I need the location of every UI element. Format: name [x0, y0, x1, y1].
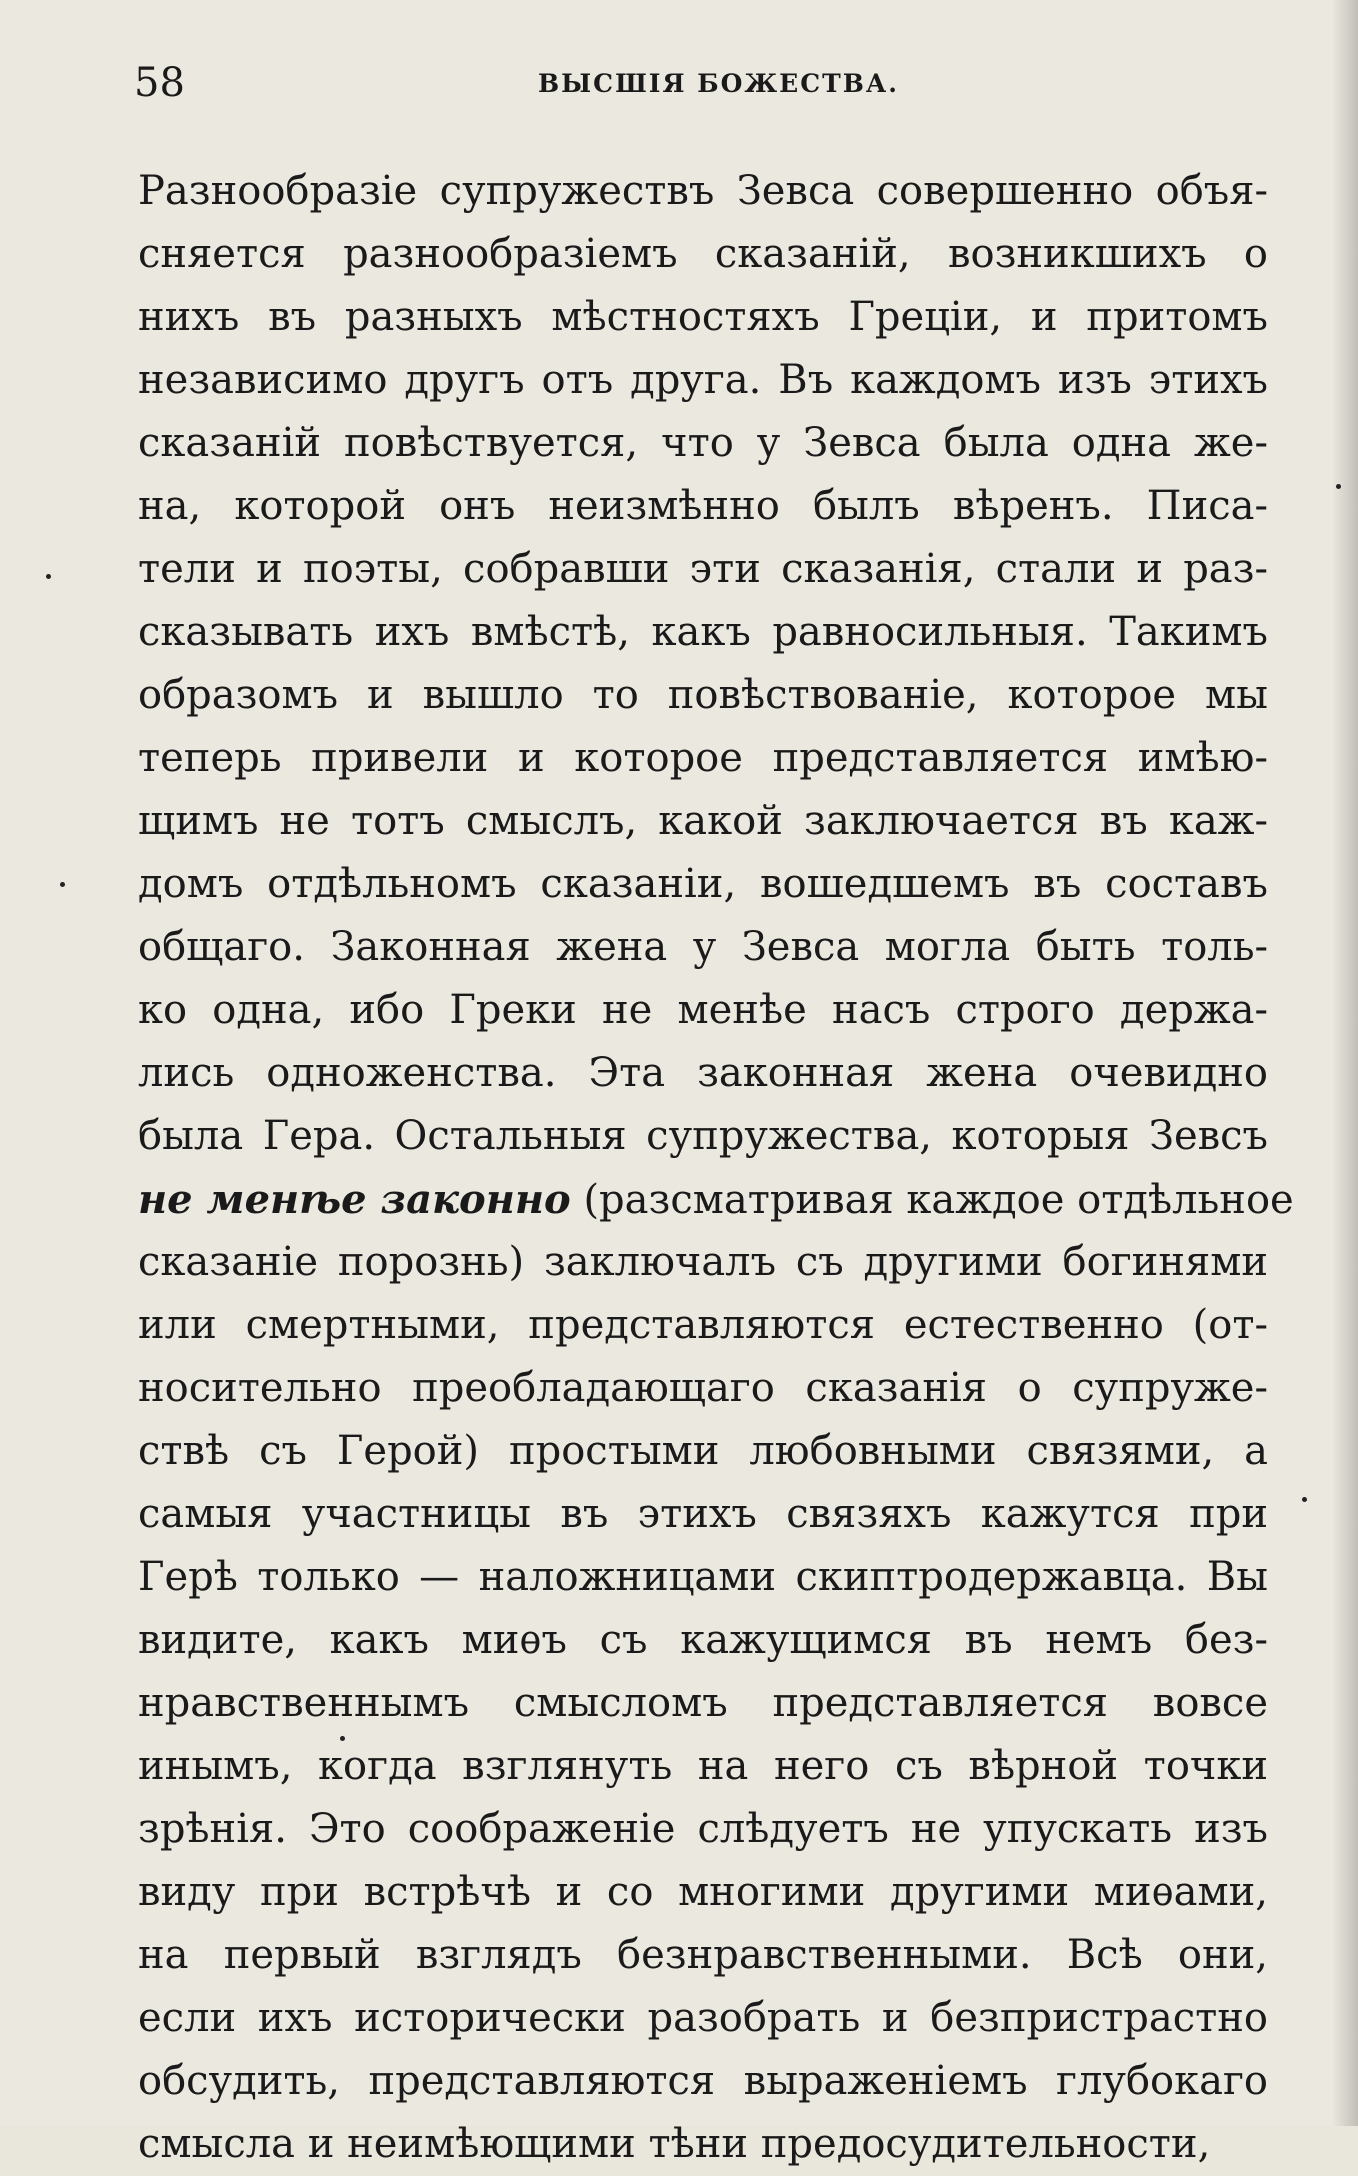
paper-speck [46, 574, 51, 579]
page-edge-shadow [1332, 0, 1358, 2126]
text-line: тели и поэты, собравши эти сказанія, стали и раз- [138, 546, 1268, 592]
body-text [138, 160, 1294, 2176]
text-line: самыя участницы въ этихъ связяхъ кажутся при [138, 1491, 1268, 1537]
text-line: сняется разнообразіемъ сказаній, возникшихъ о [138, 231, 1268, 277]
text-line: виду при встрѣчѣ и со многими другими миѳами, [138, 1869, 1268, 1915]
page-header [0, 58, 1358, 108]
text-line: носительно преобладающаго сказанія о супруже- [138, 1365, 1268, 1411]
text-line: нихъ въ разныхъ мѣстностяхъ Греціи, и притомъ [138, 294, 1268, 340]
text-line: обсудить, представляются выраженіемъ глубокаго [138, 2058, 1268, 2104]
text-line: домъ отдѣльномъ сказаніи, вошедшемъ въ составъ [138, 861, 1268, 907]
paper-speck [60, 882, 65, 887]
text-line: ствѣ съ Герой) простыми любовными связями, а [138, 1428, 1268, 1474]
text-line: смысла и неимѣющими тѣни предосудительности, [138, 2121, 1211, 2167]
text-line: независимо другъ отъ друга. Въ каждомъ изъ этихъ [138, 357, 1268, 403]
text-line: общаго. Законная жена у Зевса могла быть толь- [138, 924, 1268, 970]
page-number: 58 [134, 60, 185, 106]
text-line: сказаній повѣствуется, что у Зевса была одна же- [138, 420, 1268, 466]
text-line: сказаніе порознь) заключалъ съ другими богинями [138, 1239, 1268, 1285]
text-line: если ихъ исторически разобрать и безпристрастно [138, 1995, 1268, 2041]
text-line: лись одноженства. Эта законная жена очевидно [138, 1050, 1268, 1096]
text-line: была Гера. Остальныя супружества, которыя Зевсъ [138, 1113, 1268, 1159]
text-line: зрѣнія. Это соображеніе слѣдуетъ не упускать изъ [138, 1806, 1268, 1852]
text-line: Герѣ только — наложницами скиптродержавца. Вы [138, 1554, 1268, 1600]
text-line: сказывать ихъ вмѣстѣ, какъ равносильныя. Такимъ [138, 609, 1268, 655]
emphasized-phrase: не менѣе законно [138, 1176, 571, 1223]
text-line: Разнообразіе супружествъ Зевса совершенно объя- [138, 168, 1268, 214]
text-line: щимъ не тотъ смыслъ, какой заключается въ каж- [138, 798, 1268, 844]
paper-speck [1302, 1497, 1307, 1502]
text-line: или смертными, представляются естественно (от- [138, 1302, 1268, 1348]
paper-speck [1336, 484, 1341, 489]
running-title: ВЫСШІЯ БОЖЕСТВА. [538, 69, 899, 98]
text-line: ко одна, ибо Греки не менѣе насъ строго держа- [138, 987, 1268, 1033]
text-line: нравственнымъ смысломъ представляется вовсе [138, 1680, 1268, 1726]
text-line: образомъ и вышло то повѣствованіе, которое мы [138, 672, 1268, 718]
text-line: на, которой онъ неизмѣнно былъ вѣренъ. Писа- [138, 483, 1268, 529]
text-line: на первый взглядъ безнравственными. Всѣ они, [138, 1932, 1268, 1978]
text-line: теперь привели и которое представляется имѣю- [138, 735, 1268, 781]
paper-speck [340, 1736, 345, 1741]
text-line-rest: (разсматривая каждое отдѣльное [570, 1177, 1294, 1223]
text-line-with-emphasis [138, 1168, 1294, 1231]
text-line: видите, какъ миѳъ съ кажущимся въ немъ без- [138, 1617, 1268, 1663]
text-line: инымъ, когда взглянуть на него съ вѣрной точки [138, 1743, 1268, 1789]
